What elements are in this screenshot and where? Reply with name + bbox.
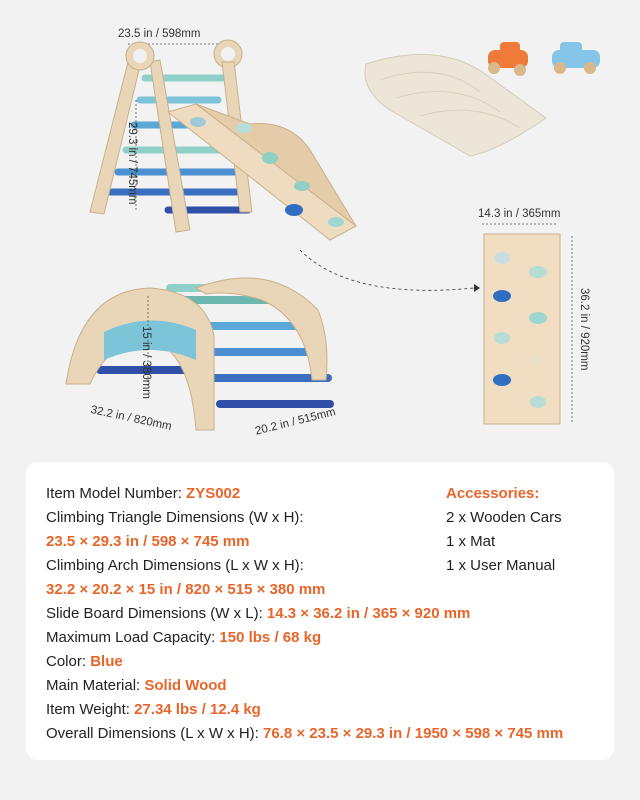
spec-row-overall: Overall Dimensions (L x W x H): 76.8 × 23.5 × 29.3 in / 1950 × 598 × 745 mm bbox=[46, 725, 564, 742]
board-width-label: 14.3 in / 365mm bbox=[478, 208, 561, 220]
spec-row-slide: Slide Board Dimensions (W x L): 14.3 × 36.2 in / 365 × 920 mm bbox=[46, 605, 471, 622]
triangle-height-label: 29.3 in / 745mm bbox=[126, 122, 138, 205]
arch-width-label: 20.2 in / 515mm bbox=[254, 406, 337, 438]
wooden-cars bbox=[488, 42, 600, 76]
slide-board-flat bbox=[482, 224, 572, 424]
accessory-item: 2 x Wooden Cars bbox=[446, 509, 562, 526]
spec-row-weight: Item Weight: 27.34 lbs / 12.4 kg bbox=[46, 701, 261, 718]
spec-row-color: Color: Blue bbox=[46, 653, 123, 670]
accessory-item: 1 x Mat bbox=[446, 533, 496, 550]
arch-length-label: 32.2 in / 820mm bbox=[89, 404, 173, 433]
spec-row-triangle-label: Climbing Triangle Dimensions (W x H): bbox=[46, 509, 304, 526]
arrow-icon bbox=[300, 250, 474, 290]
accessory-item: 1 x User Manual bbox=[446, 557, 556, 574]
spec-row-arch-label: Climbing Arch Dimensions (L x W x H): bbox=[46, 557, 304, 574]
accessories-title: Accessories: bbox=[446, 485, 540, 502]
spec-row-triangle-value: 23.5 × 29.3 in / 598 × 745 mm bbox=[46, 533, 250, 550]
spec-row-material: Main Material: Solid Wood bbox=[46, 677, 227, 694]
spec-row-model: Item Model Number: ZYS002 bbox=[46, 485, 241, 502]
accessories-list bbox=[446, 482, 562, 578]
spec-card bbox=[26, 462, 614, 760]
triangle-width-label: 23.5 in / 598mm bbox=[118, 28, 201, 40]
board-length-label: 36.2 in / 920mm bbox=[578, 288, 590, 371]
spec-row-load: Maximum Load Capacity: 150 lbs / 68 kg bbox=[46, 629, 322, 646]
arch-height-label: 15 in / 380mm bbox=[140, 326, 152, 399]
spec-row-arch-value: 32.2 × 20.2 × 15 in / 820 × 515 × 380 mm bbox=[46, 581, 326, 598]
